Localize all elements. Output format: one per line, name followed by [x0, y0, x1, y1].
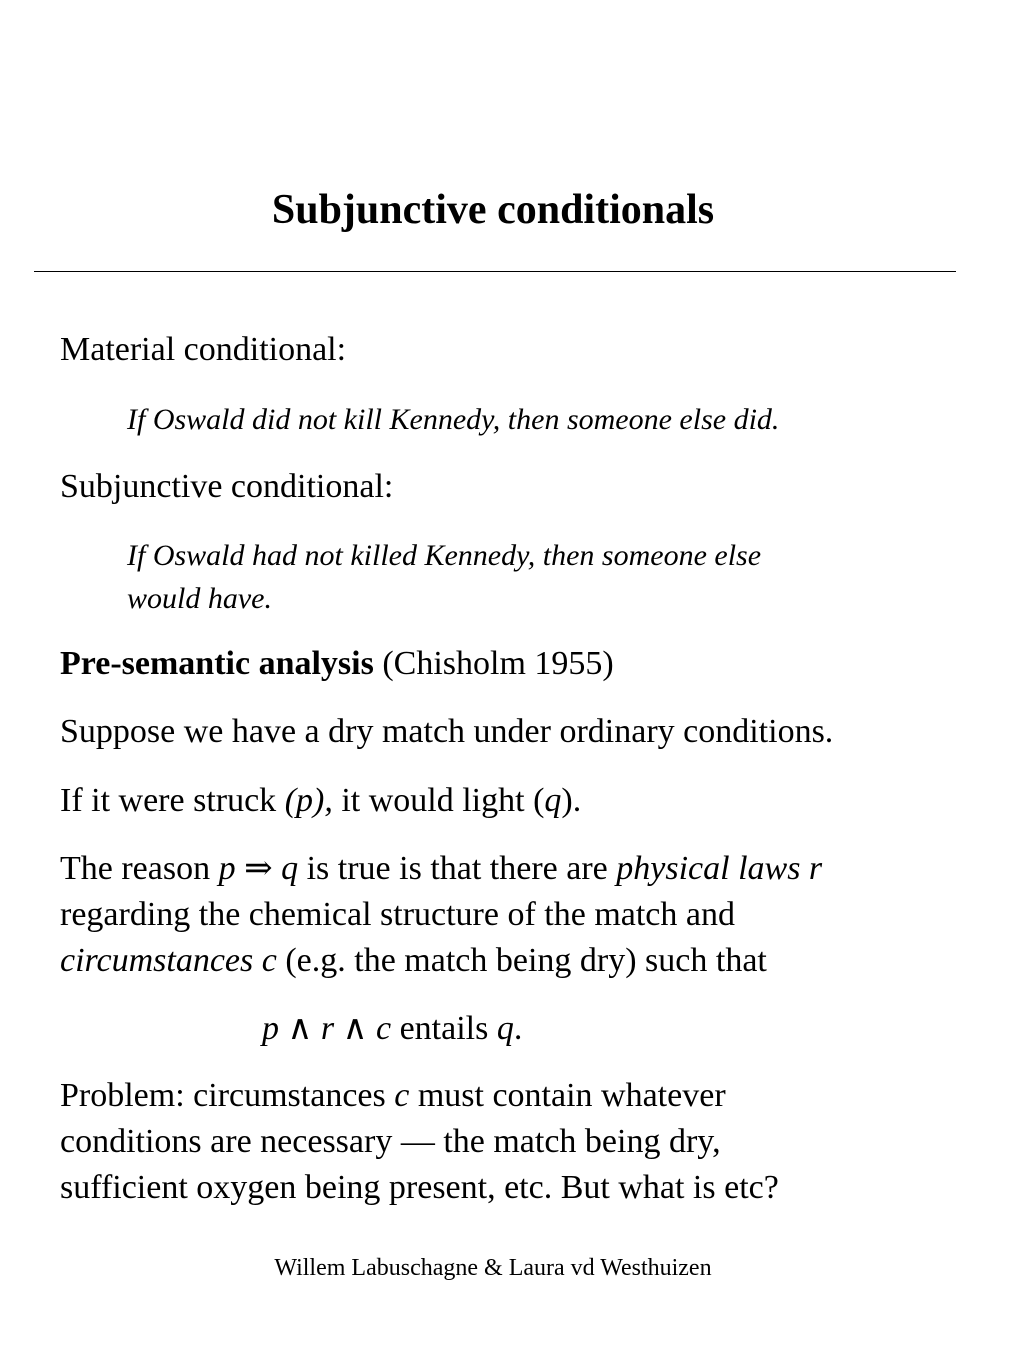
footer-authors: Willem Labuschagne & Laura vd Westhuizen	[274, 1255, 712, 1281]
presemantic-citation: (Chisholm 1955)	[373, 645, 614, 682]
formula-expr: p ∧ r ∧ c	[262, 1010, 392, 1047]
reason-line1	[60, 846, 822, 892]
reason-p: p	[218, 850, 236, 887]
material-example: If Oswald did not kill Kennedy, then someone else did.	[127, 403, 780, 436]
problem-line3: sufficient oxygen being present, etc. But what is etc?	[60, 1169, 779, 1206]
subjunctive-example-line2: would have.	[127, 582, 272, 615]
reason-arrow: ⇒	[235, 850, 282, 887]
subjunctive-example-line1: If Oswald had not killed Kennedy, then someone else	[127, 539, 762, 572]
problem-line1	[60, 1073, 726, 1119]
struck-line	[60, 778, 581, 824]
problem-a: Problem: circumstances	[60, 1077, 395, 1114]
struck-a: If it were struck	[60, 782, 285, 819]
formula-q: q	[496, 1010, 514, 1047]
page-title: Subjunctive conditionals	[271, 187, 715, 233]
reason-rest: (e.g. the match being dry) such that	[276, 942, 767, 979]
presemantic-heading	[60, 641, 614, 687]
struck-q: q	[544, 782, 562, 819]
problem-b: must contain whatever	[409, 1077, 726, 1114]
title-divider	[34, 271, 956, 272]
subjunctive-heading: Subjunctive conditional:	[60, 468, 394, 505]
formula	[262, 1006, 522, 1052]
struck-c: ).	[561, 782, 582, 819]
suppose-line: Suppose we have a dry match under ordinary conditions.	[60, 713, 834, 750]
reason-laws: physical laws r	[616, 850, 823, 887]
struck-p: (p),	[284, 782, 333, 819]
reason-a: The reason	[60, 850, 219, 887]
material-heading: Material conditional:	[60, 331, 347, 368]
reason-q: q	[281, 850, 299, 887]
presemantic-bold: Pre-semantic analysis	[60, 645, 374, 682]
reason-line3	[60, 938, 767, 984]
formula-entails: entails	[391, 1010, 497, 1047]
problem-line2: conditions are necessary — the match being dry,	[60, 1123, 721, 1160]
reason-line2: regarding the chemical structure of the match and	[60, 896, 735, 933]
reason-circumstances: circumstances c	[60, 942, 277, 979]
reason-b: is true is that there are	[298, 850, 617, 887]
formula-dot: .	[513, 1010, 523, 1047]
struck-b: it would light (	[332, 782, 545, 819]
problem-c: c	[394, 1077, 410, 1114]
